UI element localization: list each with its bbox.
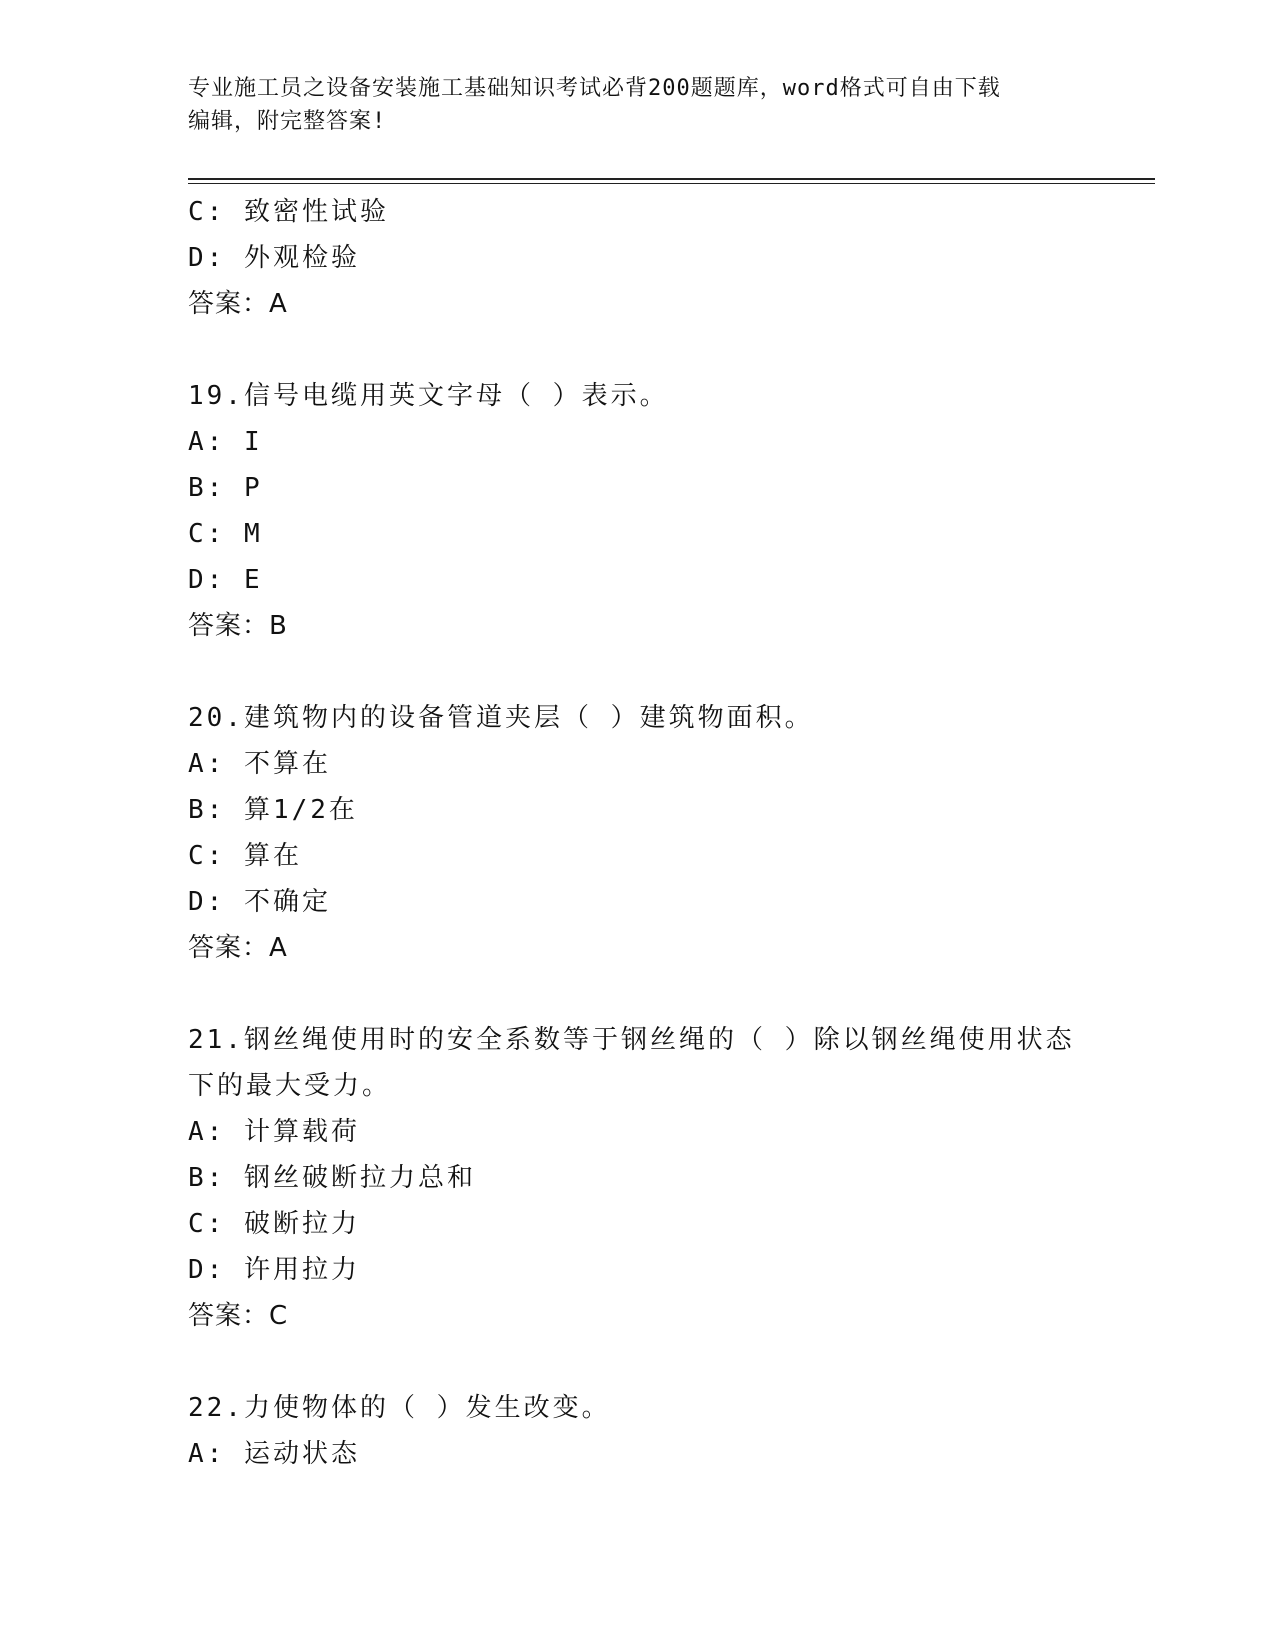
option-d: D: 许用拉力 [188,1255,360,1285]
option-c: C: M [188,519,263,549]
option-a: A: 运动状态 [188,1439,360,1469]
answer-line: 答案：C [188,1301,289,1331]
question-text-line-1: 21.钢丝绳使用时的安全系数等于钢丝绳的（ ）除以钢丝绳使用状态 [188,1025,1075,1055]
option-b: B: 钢丝破断拉力总和 [188,1163,476,1193]
option-c: C: 算在 [188,841,302,871]
option-d: D: 外观检验 [188,243,360,273]
answer-line: 答案：B [188,611,288,641]
question-text: 22.力使物体的（ ）发生改变。 [188,1393,611,1423]
answer-line: 答案：A [188,289,288,319]
question-list [188,189,1088,1477]
question-text: 19.信号电缆用英文字母（ ）表示。 [188,381,669,411]
option-a: A: 计算载荷 [188,1117,360,1147]
question-22 [188,1385,1088,1477]
question-18-tail [188,189,1088,327]
answer-line: 答案：A [188,933,288,963]
spacer [188,327,1088,373]
header-line-2: 编辑，附完整答案! [188,109,387,134]
option-a: A: I [188,427,263,457]
question-text: 20.建筑物内的设备管道夹层（ ）建筑物面积。 [188,703,814,733]
header-divider-thick [188,178,1155,180]
question-text-line-2: 下的最大受力。 [188,1071,392,1101]
question-19 [188,373,1088,649]
option-b: B: P [188,473,263,503]
header-divider-thin [188,183,1155,184]
question-20 [188,695,1088,971]
spacer [188,971,1088,1017]
option-d: D: E [188,565,263,595]
spacer [188,1339,1088,1385]
document-header [188,72,1068,138]
option-c: C: 破断拉力 [188,1209,360,1239]
spacer [188,649,1088,695]
option-b: B: 算1/2在 [188,795,358,825]
option-c: C: 致密性试验 [188,197,389,227]
option-a: A: 不算在 [188,749,331,779]
question-21 [188,1017,1088,1339]
option-d: D: 不确定 [188,887,331,917]
header-line-1: 专业施工员之设备安装施工基础知识考试必背200题题库，word格式可自由下载 [188,76,1001,101]
